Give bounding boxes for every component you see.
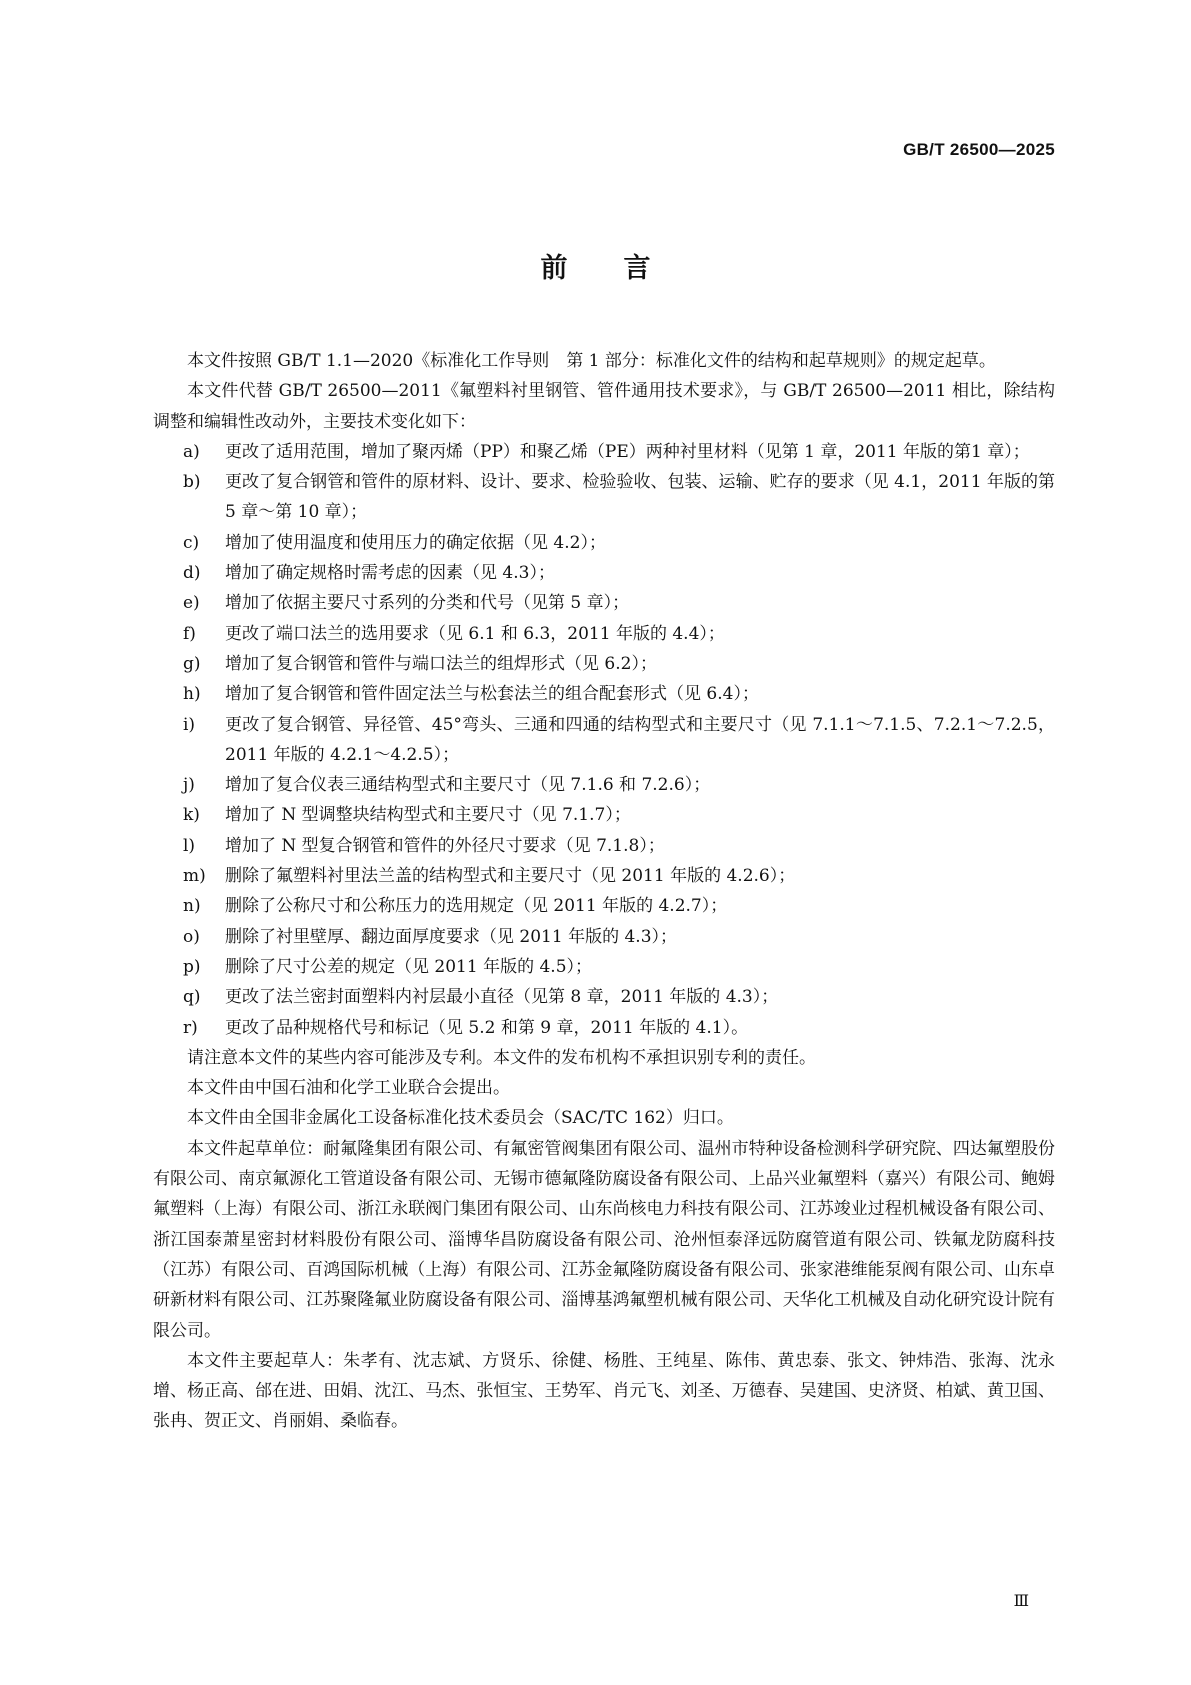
list-item — [153, 588, 1055, 618]
list-item-text: 删除了氟塑料衬里法兰盖的结构型式和主要尺寸（见 2011 年版的 4.2.6）； — [225, 866, 796, 887]
list-item — [153, 528, 1055, 558]
list-marker: o) — [183, 926, 200, 947]
list-marker: b) — [183, 472, 201, 493]
list-item-text: 更改了复合钢管和管件的原材料、设计、要求、检验验收、包装、运输、贮存的要求（见 4.1，2011 年版的第 5 章～第 10 章）； — [225, 472, 1055, 523]
standard-number: GB/T 26500—2025 — [903, 140, 1055, 159]
list-marker: r) — [183, 1017, 198, 1038]
list-item-text: 增加了 N 型复合钢管和管件的外径尺寸要求（见 7.1.8）； — [225, 835, 665, 856]
drafting-organizations: 本文件起草单位：耐氟隆集团有限公司、有氟密管阀集团有限公司、温州市特种设备检测科学研究院、四达氟塑股份有限公司、南京氟源化工管道设备有限公司、无锡市德氟隆防腐设备有限公司、上品兴业氟塑料（嘉兴）有限公司、鲍姆氟塑料（上海）有限公司、浙江永联阀门集团有限公司、山东尚核电力科技有限公司、江苏竣业过程机械设备有限公司、浙江国泰萧星密封材料股份有限公司、淄博华昌防腐设备有限公司、沧州恒泰泽远防腐管道有限公司、铁氟龙防腐科技（江苏）有限公司、百鸿国际机械（上海）有限公司、江苏金氟隆防腐设备有限公司、张家港维能泵阀有限公司、山东卓研新材料有限公司、江苏聚隆氟业防腐设备有限公司、淄博基鸿氟塑机械有限公司、天华化工机械及自动化研究设计院有限公司。 — [153, 1138, 1055, 1341]
list-item — [153, 619, 1055, 649]
list-item — [153, 649, 1055, 679]
list-marker: l) — [183, 835, 196, 856]
list-item-text: 更改了端口法兰的选用要求（见 6.1 和 6.3，2011 年版的 4.4）； — [225, 623, 725, 644]
list-marker: g) — [183, 653, 201, 674]
list-item-text: 增加了复合钢管和管件与端口法兰的组焊形式（见 6.2）； — [225, 653, 657, 674]
list-item-text: 删除了尺寸公差的规定（见 2011 年版的 4.5）； — [225, 956, 593, 977]
list-marker: e) — [183, 593, 200, 614]
list-item-text: 增加了复合钢管和管件固定法兰与松套法兰的组合配套形式（见 6.4）； — [225, 684, 759, 705]
list-item-text: 增加了复合仪表三通结构型式和主要尺寸（见 7.1.6 和 7.2.6）； — [225, 775, 711, 796]
list-item — [153, 952, 1055, 982]
drafters: 本文件主要起草人：朱孝有、沈志斌、方贤乐、徐健、杨胜、王纯星、陈伟、黄忠泰、张文、钟炜浩、张海、沈永增、杨正高、邰在进、田娟、沈江、马杰、张恒宝、王势军、肖元飞、刘圣、万德春、吴建国、史济贤、柏斌、黄卫国、张冉、贺正文、肖丽娟、桑临春。 — [153, 1350, 1055, 1432]
list-item — [153, 558, 1055, 588]
list-item-text: 删除了公称尺寸和公称压力的选用规定（见 2011 年版的 4.2.7）； — [225, 896, 728, 917]
list-item — [153, 437, 1055, 467]
list-marker: m) — [183, 866, 206, 887]
committee-statement: 本文件由全国非金属化工设备标准化技术委员会（SAC/TC 162）归口。 — [187, 1108, 734, 1129]
list-item — [153, 710, 1055, 771]
list-item-text: 更改了品种规格代号和标记（见 5.2 和第 9 章，2011 年版的 4.1）。 — [225, 1017, 749, 1038]
technical-changes-list — [153, 437, 1055, 1043]
list-item — [153, 679, 1055, 709]
list-item — [153, 831, 1055, 861]
foreword-body — [153, 346, 1055, 1437]
list-item — [153, 770, 1055, 800]
list-marker: k) — [183, 805, 200, 826]
list-item — [153, 467, 1055, 528]
proposer-statement: 本文件由中国石油和化学工业联合会提出。 — [187, 1078, 510, 1099]
list-marker: f) — [183, 623, 196, 644]
list-item-text: 更改了适用范围，增加了聚丙烯（PP）和聚乙烯（PE）两种衬里材料（见第 1 章，2011 年版的第1 章）； — [225, 441, 1030, 462]
intro-paragraph: 本文件代替 GB/T 26500—2011《氟塑料衬里钢管、管件通用技术要求》，与 GB/T 26500—2011 相比，除结构调整和编辑性改动外，主要技术变化如下： — [153, 381, 1055, 432]
list-item-text: 增加了依据主要尺寸系列的分类和代号（见第 5 章）； — [225, 593, 630, 614]
list-item-text: 删除了衬里壁厚、翻边面厚度要求（见 2011 年版的 4.3）； — [225, 926, 678, 947]
list-marker: c) — [183, 532, 200, 553]
list-item — [153, 982, 1055, 1012]
list-item — [153, 800, 1055, 830]
list-marker: p) — [183, 956, 201, 977]
intro-paragraph: 本文件按照 GB/T 1.1—2020《标准化工作导则 第 1 部分：标准化文件的结构和起草规则》的规定起草。 — [187, 351, 996, 371]
list-marker: i) — [183, 714, 196, 735]
list-marker: a) — [183, 441, 200, 462]
patent-notice: 请注意本文件的某些内容可能涉及专利。本文件的发布机构不承担识别专利的责任。 — [187, 1047, 816, 1068]
page-title: 前言 — [540, 253, 707, 284]
list-marker: d) — [183, 563, 201, 584]
list-item-text: 增加了使用温度和使用压力的确定依据（见 4.2）； — [225, 532, 606, 553]
list-item-text: 更改了复合钢管、异径管、45°弯头、三通和四通的结构型式和主要尺寸（见 7.1.1～7.1.5、7.2.1～7.2.5，2011 年版的 4.2.1～4.2.5）； — [225, 714, 1055, 765]
list-marker: h) — [183, 684, 201, 705]
list-item — [153, 861, 1055, 891]
list-marker: n) — [183, 896, 201, 917]
list-item — [153, 891, 1055, 921]
list-item-text: 增加了确定规格时需考虑的因素（见 4.3）； — [225, 563, 555, 584]
list-marker: q) — [183, 987, 201, 1008]
page-number: Ⅲ — [1013, 1591, 1029, 1610]
list-item — [153, 1013, 1055, 1043]
list-marker: j) — [183, 775, 195, 796]
list-item-text: 增加了 N 型调整块结构型式和主要尺寸（见 7.1.7）； — [225, 805, 631, 826]
list-item-text: 更改了法兰密封面塑料内衬层最小直径（见第 8 章，2011 年版的 4.3）； — [225, 987, 779, 1008]
list-item — [153, 922, 1055, 952]
